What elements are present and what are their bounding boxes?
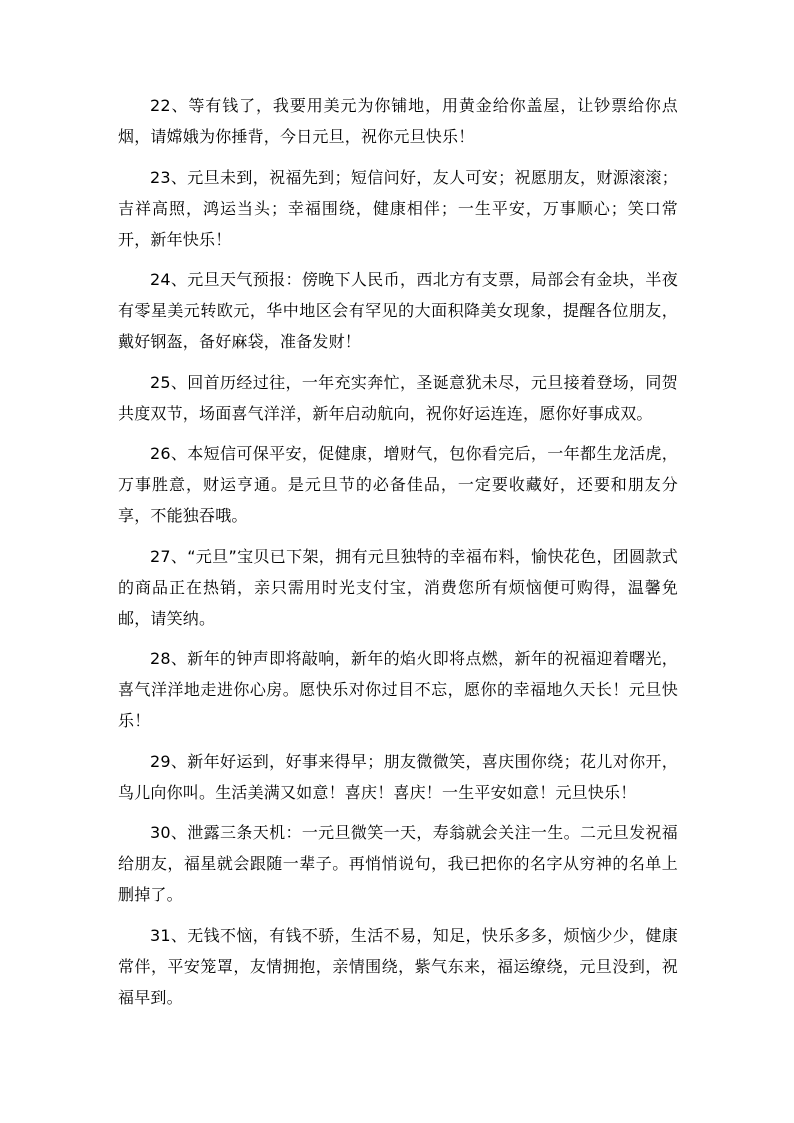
paragraph-27: 27、“元旦”宝贝已下架，拥有元旦独特的幸福布料，愉快花色，团圆款式的商品正在热销，亲只需用时光支付宝，消费您所有烦恼便可购得，温馨免邮，请笑纳。 (118, 546, 678, 628)
paragraph-25: 25、回首历经过往，一年充实奔忙，圣诞意犹未尽，元旦接着登场，同贺共度双节，场面喜气洋洋，新年启动航向，祝你好运连连，愿你好事成双。 (118, 372, 678, 423)
paragraph-24: 24、元旦天气预报：傍晚下人民币，西北方有支票，局部会有金块，半夜有零星美元转欧元，华中地区会有罕见的大面积降美女现象，提醒各位朋友，戴好钢盔，备好麻袋，准备发财！ (118, 270, 678, 351)
paragraph-28: 28、新年的钟声即将敲响，新年的焰火即将点燃，新年的祝福迎着曙光，喜气洋洋地走进你心房。愿快乐对你过目不忘，愿你的幸福地久天长！元旦快乐！ (118, 649, 678, 730)
paragraph-26: 26、本短信可保平安，促健康，增财气，包你看完后，一年都生龙活虎，万事胜意，财运亨通。是元旦节的必备佳品，一定要收藏好，还要和朋友分享，不能独吞哦。 (118, 444, 678, 525)
paragraph-31: 31、无钱不恼，有钱不骄，生活不易，知足，快乐多多，烦恼少少，健康常伴，平安笼罩，友情拥抱，亲情围绕，紫气东来，福运缭绕，元旦没到，祝福早到。 (118, 925, 678, 1007)
document-body (118, 90, 678, 1022)
paragraph-29: 29、新年好运到，好事来得早；朋友微微笑，喜庆围你绕；花儿对你开，鸟儿向你叫。生活美满又如意！喜庆！喜庆！一生平安如意！元旦快乐！ (118, 751, 678, 802)
paragraph-30: 30、泄露三条天机：一元旦微笑一天，寿翁就会关注一生。二元旦发祝福给朋友，福星就会跟随一辈子。再悄悄说句，我已把你的名字从穷神的名单上删掉了。 (118, 823, 678, 904)
paragraph-22: 22、等有钱了，我要用美元为你铺地，用黄金给你盖屋，让钞票给你点烟，请嫦娥为你捶背，今日元旦，祝你元旦快乐！ (118, 96, 678, 146)
paragraph-23: 23、元旦未到，祝福先到；短信问好，友人可安；祝愿朋友，财源滚滚；吉祥高照，鸿运当头；幸福围绕，健康相伴；一生平安，万事顺心；笑口常开，新年快乐！ (118, 167, 678, 249)
